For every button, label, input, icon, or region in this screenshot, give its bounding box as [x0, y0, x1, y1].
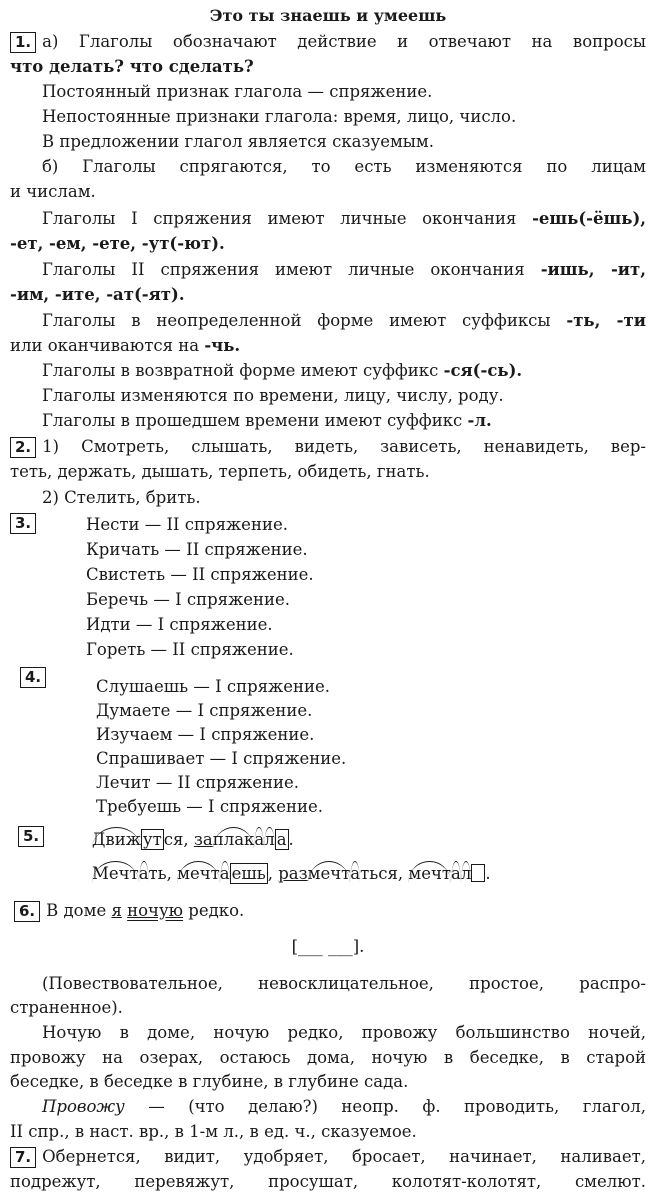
- ex6-number: 6.: [14, 901, 40, 922]
- ex4-number-line: [20, 665, 52, 690]
- ex2-line-1: [10, 435, 646, 460]
- ex1-text-13a: или оканчиваются на: [10, 336, 205, 355]
- ex5-text: ться,: [360, 864, 409, 883]
- ex5-text: ся,: [163, 830, 194, 849]
- ex5-root: мечт: [408, 861, 451, 883]
- ex4-item: Изучаем — I спряжение.: [96, 725, 315, 744]
- ex6-line-6: [42, 1095, 646, 1120]
- ex5-suffix: а: [451, 861, 461, 883]
- ex1-text-14a: Глаголы в возвратной форме имеют суффикс: [42, 361, 444, 380]
- ex5-null-ending: [471, 864, 485, 882]
- ex1-line-10: [42, 258, 646, 283]
- ex6-line-5: беседке, в беседке в глубине, в глубине сада.: [10, 1072, 409, 1091]
- ex1-text-13b: -чь.: [204, 336, 241, 355]
- ex7-text-1: Обернется, видит, удобряет, бросает, начинает, наливает,: [42, 1147, 646, 1166]
- ex1-line-4: Непостоянные признаки глагола: время, лицо, число.: [42, 107, 517, 126]
- ex3-item: Идти — I спряжение.: [86, 615, 273, 634]
- ex4-number: 4.: [20, 667, 46, 688]
- ex6-line-3: Ночую в доме, ночую редко, провожу большинство ночей,: [42, 1023, 646, 1042]
- ex5-text: ть,: [148, 864, 178, 883]
- ex5-suffix: а: [139, 861, 149, 883]
- ex1-number: 1.: [10, 32, 36, 53]
- ex5-suffix: а: [350, 861, 360, 883]
- ex7-line-1: [10, 1145, 646, 1170]
- ex5-text: .: [288, 830, 294, 849]
- ex6-schema: [___ ___].: [291, 937, 365, 956]
- ex1-line-3: Постоянный признак глагола — спряжение.: [42, 82, 433, 101]
- ex7-number: 7.: [10, 1147, 36, 1168]
- ex1-line-12: [42, 309, 646, 334]
- ex5-suffix: а: [254, 827, 264, 849]
- ex5-root: Движ: [92, 827, 141, 849]
- ex2-text-1: 1) Смотреть, слышать, видеть, зависеть, ненавидеть, вер-: [42, 437, 646, 456]
- ex5-root: мечт: [308, 861, 351, 883]
- ex6-line-4: провожу на озерах, остаюсь дома, ночую в беседке, в старой: [10, 1048, 646, 1067]
- ex1-line-5: В предложении глагол является сказуемым.: [42, 132, 435, 151]
- ex3-number: 3.: [10, 513, 36, 534]
- ex5-line-1: [92, 828, 294, 853]
- ex1-line-2: что делать? что сделать?: [10, 57, 254, 76]
- ex6-text-6a: Провожу: [42, 1097, 125, 1116]
- ex3-item: Свистеть — II спряжение.: [86, 565, 314, 584]
- ex1-line-9: -ет, -ем, -ете, -ут(-ют).: [10, 234, 225, 253]
- ex3-item: Гореть — II спряжение.: [86, 640, 294, 659]
- ex1-text-16b: -л.: [467, 411, 492, 430]
- ex4-item: Требуешь — I спряжение.: [96, 797, 323, 816]
- ex7-line-2: подрежут, перевяжут, просушат, колотят-колотят, смелют.: [10, 1172, 646, 1191]
- ex5-ending: а: [276, 830, 287, 849]
- ex5-text: ,: [267, 864, 279, 883]
- ex5-suffix: а: [220, 861, 230, 883]
- ex6-line-7: II спр., в наст. вр., в 1-м л., в ед. ч., сказуемое.: [10, 1122, 417, 1141]
- ex2-number: 2.: [10, 437, 36, 458]
- ex1-line-7: и числам.: [10, 182, 96, 201]
- ex5-ending: ут: [142, 830, 162, 849]
- ex5-prefix: за: [193, 830, 213, 849]
- ex4-item: Думаете — I спряжение.: [96, 701, 313, 720]
- ex5-line-2: [92, 862, 491, 887]
- ex1-text-14b: -ся(-сь).: [443, 361, 523, 380]
- ex5-suffix: л: [264, 827, 274, 849]
- ex5-ending: ешь: [231, 864, 266, 883]
- ex1-line-1: [10, 30, 646, 55]
- ex3-number-line: [10, 511, 42, 536]
- ex6-predicate: ночую: [127, 901, 184, 920]
- ex6-text-6b: — (что делаю?) неопр. ф. проводить, глагол,: [124, 1097, 646, 1116]
- ex6-text: В доме: [46, 901, 112, 920]
- ex6-line-2: страненное).: [10, 998, 123, 1017]
- ex6-subject: я: [111, 901, 122, 920]
- ex1-line-13: [10, 334, 240, 359]
- ex1-line-11: -им, -ите, -ат(-ят).: [10, 285, 185, 304]
- ex5-root: мечт: [177, 861, 220, 883]
- ex1-line-8: [42, 207, 646, 232]
- ex5-number-line: [18, 824, 50, 849]
- ex1-text-8b: -ешь(-ёшь),: [532, 209, 646, 228]
- ex5-suffix: л: [461, 861, 471, 883]
- ex1-text-16a: Глаголы в прошедшем времени имеют суффикс: [42, 411, 468, 430]
- ex2-line-2: теть, держать, дышать, терпеть, обидеть, гнать.: [10, 462, 430, 481]
- ex5-number: 5.: [18, 826, 44, 847]
- ex6-line-1: (Повествовательное, невосклицательное, простое, распро-: [42, 974, 646, 993]
- ex1-line-14: [42, 359, 522, 384]
- ex3-item: Нести — II спряжение.: [86, 515, 288, 534]
- ex3-item: Беречь — I спряжение.: [86, 590, 291, 609]
- ex1-text-10b: -ишь, -ит,: [540, 260, 646, 279]
- ex4-item: Спрашивает — I спряжение.: [96, 749, 347, 768]
- ex2-line-3: 2) Стелить, брить.: [42, 488, 201, 507]
- ex1-text-12a: Глаголы в неопределенной форме имеют суффиксы: [42, 311, 567, 330]
- ex5-root: Мечт: [92, 861, 139, 883]
- ex1-line-16: [42, 409, 492, 434]
- ex1-line-15: Глаголы изменяются по времени, лицу, числу, роду.: [42, 386, 504, 405]
- ex1-text-12b: -ть, -ти: [566, 311, 646, 330]
- ex6-line-sentence: [14, 899, 244, 924]
- ex5-root: плак: [213, 827, 255, 849]
- ex1-text-8a: Глаголы I спряжения имеют личные окончания: [42, 209, 533, 228]
- page-title: Это ты знаешь и умеешь: [209, 6, 447, 25]
- ex5-text: .: [485, 864, 491, 883]
- ex1-text-10a: Глаголы II спряжения имеют личные окончания: [42, 260, 541, 279]
- ex4-item: Лечит — II спряжение.: [96, 773, 299, 792]
- ex6-text: редко.: [183, 901, 245, 920]
- ex3-item: Кричать — II спряжение.: [86, 540, 308, 559]
- ex1-text-1: а) Глаголы обозначают действие и отвечают на вопросы: [42, 32, 646, 51]
- ex1-line-6: б) Глаголы спрягаются, то есть изменяются по лицам: [42, 157, 646, 176]
- ex5-prefix: раз: [278, 864, 308, 883]
- ex4-item: Слушаешь — I спряжение.: [96, 677, 330, 696]
